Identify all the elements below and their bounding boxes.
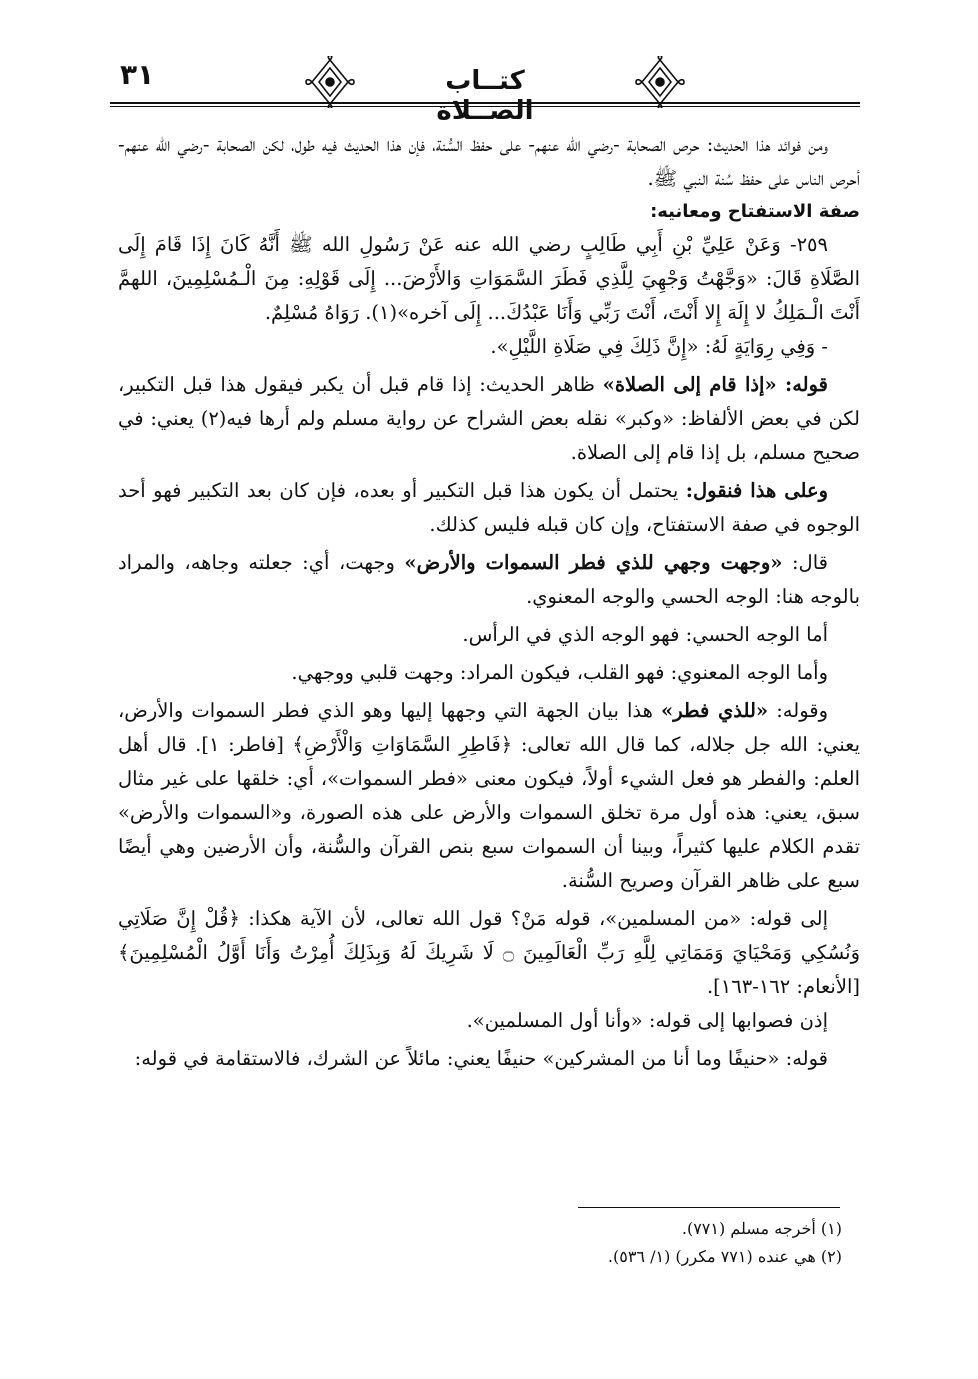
commentary-text-2: يحتمل أن يكون هذا قبل التكبير أو بعده، فإن كان بعد التكبير فهو أحد الوجوه في صفة الاستفتاح، وإن كان قبله فليس كذلك. [118,479,860,536]
commentary-paragraph-9: قوله: «حنيفًا وما أنا من المشركين» حنيفًا يعني: مائلاً عن الشرك، فالاستقامة في قوله: [134,1047,828,1070]
intro-line-2: الحديث فيه طول، لكن الصحابة -رضي الله عنهم- أحرص الناس على حفظ سُنة النبي ﷺ. [118,133,860,190]
footnote-2: (٢) هي عنده (٧٧١ مكرر) (١/ ٥٣٦). [607,1247,842,1266]
page-number: ٣١ [120,58,155,91]
header-rule [110,102,860,107]
footnotes [420,1215,842,1271]
footnote-divider [578,1207,840,1208]
commentary-label-1: قوله: «إذا قام إلى الصلاة» [602,373,829,396]
page-body [118,128,860,1076]
hadith-variant: - وَفِي رِوَايَةٍ لَهُ: «إِنَّ ذَلِكَ فِي صَلَاةِ اللَّيْلِ». [490,335,828,358]
intro-paragraph [118,128,860,196]
commentary-label-2: وعلى هذا فنقول: [685,479,828,502]
intro-line-1: ومن فوائد هذا الحديث: حرص الصحابة -رضي الله عنهم- على حفظ السُّنة، فإن هذا [386,133,829,156]
commentary-paragraph-3 [118,546,860,614]
section-heading: صفة الاستفتاح ومعانيه: [650,201,860,222]
commentary-paragraph-7: إلى قوله: «من المسلمين»، قوله مَنْ؟ قول الله تعالى، لأن الآية هكذا: ﴿قُلْ إِنَّ صَلَاتِي وَنُسُكِي وَمَحْيَايَ وَمَمَاتِي لِلَّهِ رَبِّ الْعَالَمِينَ ۝ لَا شَرِيكَ لَهُ وَبِذَلِكَ أُمِرْتُ وَأَنَا أَوَّلُ الْمُسْلِمِينَ﴾ [الأنعام: ١٦٢-١٦٣]. [118,907,860,998]
commentary-label-6: «للذي فطر» [661,699,769,722]
commentary-paragraph-2 [118,474,860,542]
commentary-text-1: ظاهر الحديث: إذا قام قبل أن يكبر فيقول هذا قبل التكبير، لكن في بعض الألفاظ: «وكبر» نقله بعض الشراح عن رواية مسلم ولم أرها فيه(٢) يعني: في صحيح مسلم، بل إذا قام إلى الصلاة. [118,373,860,464]
ornament-right-icon [630,56,690,108]
commentary-paragraph-5: وأما الوجه المعنوي: فهو القلب، فيكون المراد: وجهت قلبي ووجهي. [291,661,828,684]
commentary-paragraph-8: إذن فصوابها إلى قوله: «وأنا أول المسلمين». [466,1009,828,1032]
page-header [110,52,860,126]
commentary-lead-6: وقوله: [776,699,829,722]
commentary-text-6: هذا بيان الجهة التي وجهها إليها وهو الذي فطر السموات والأرض، يعني: الله جل جلاله، كما قال الله تعالى: ﴿فَاطِرِ السَّمَاوَاتِ وَالْأَرْضِ﴾ [فاطر: ١]. قال أهل العلم: والفطر هو فعل الشيء أولاً، فيكون معنى «فطر السموات»، أي: خلقها على غير مثال سبق، يعني: هذه أول مرة تخلق السموات والأرض على هذه الصورة، و«السموات والأرض» تقدم الكلام عليها كثيراً، وبينا أن السموات سبع بنص القرآن والسُّنة، وأن الأرضين وهي أيضًا سبع على ظاهر القرآن وصريح السُّنة. [118,699,860,892]
commentary-lead-3: قال: [791,551,828,574]
commentary-text-3: وجهت، أي: جعلته وجاهه، والمراد بالوجه هنا: الوجه الحسي والوجه المعنوي. [118,551,860,608]
commentary-paragraph-4: أما الوجه الحسي: فهو الوجه الذي في الرأس. [462,623,828,646]
commentary-label-3: «وجهت وجهي للذي فطر السموات والأرض» [404,551,783,574]
commentary-paragraph-6 [118,694,860,898]
book-title: كتــاب الصــلاة [436,66,534,126]
ornament-left-icon [300,56,360,108]
footnote-1: (١) أخرجه مسلم (٧٧١). [681,1219,842,1238]
hadith-text: ٢٥٩- وَعَنْ عَلِيِّ بْنِ أَبِي طَالِبٍ رضي الله عنه عَنْ رَسُولِ الله ﷺ أَنَّهُ كَانَ إِذَا قَامَ إِلَى الصَّلَاةِ قَالَ: «وَجَّهْتُ وَجْهِيَ لِلَّذِي فَطَرَ السَّمَوَاتِ وَالأَرْضَ... إِلَى قَوْلِهِ: مِنَ الْـمُسْلِمِينَ، اللهمَّ أَنْتَ الْـمَلِكُ لا إِلَهَ إِلا أَنْتَ، أَنْتَ رَبِّي وَأَنَا عَبْدُكَ... إِلَى آخره»(١). رَوَاهُ مُسْلِمٌ. [118,233,860,324]
commentary-paragraph-1 [118,368,860,470]
